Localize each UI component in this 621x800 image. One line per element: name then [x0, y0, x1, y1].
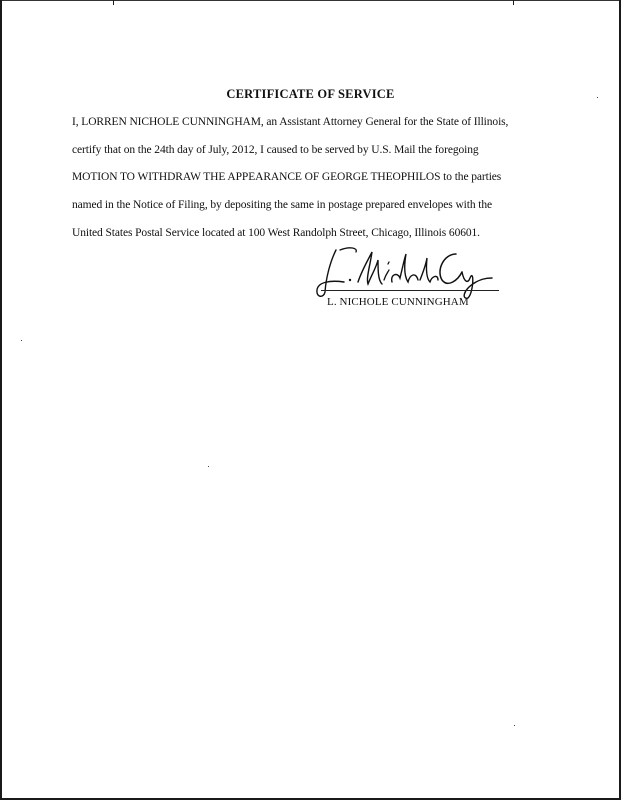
scan-speck	[21, 340, 22, 341]
scan-speck	[208, 466, 209, 467]
body-line: I, LORREN NICHOLE CUNNINGHAM, an Assistant Attorney General for the State of Illinois,	[72, 116, 509, 128]
scan-edge-left	[0, 0, 2, 800]
body-line: MOTION TO WITHDRAW THE APPEARANCE OF GEORGE THEOPHILOS to the parties	[72, 171, 502, 183]
signer-name: L. NICHOLE CUNNINGHAM	[327, 296, 469, 308]
body-line: certify that on the 24th day of July, 2012, I caused to be served by U.S. Mail the foregoing	[72, 144, 479, 156]
scan-edge-top	[0, 0, 621, 1]
certificate-title: CERTIFICATE OF SERVICE	[226, 87, 395, 101]
scan-mark	[513, 0, 514, 5]
handwritten-signature	[306, 240, 506, 300]
signature-line	[321, 290, 499, 291]
scan-mark	[113, 0, 114, 5]
body-line: United States Postal Service located at 100 West Randolph Street, Chicago, Illinois 60601.	[72, 227, 480, 239]
body-line: named in the Notice of Filing, by depositing the same in postage prepared envelopes with the	[72, 199, 493, 211]
scan-speck	[514, 725, 515, 726]
